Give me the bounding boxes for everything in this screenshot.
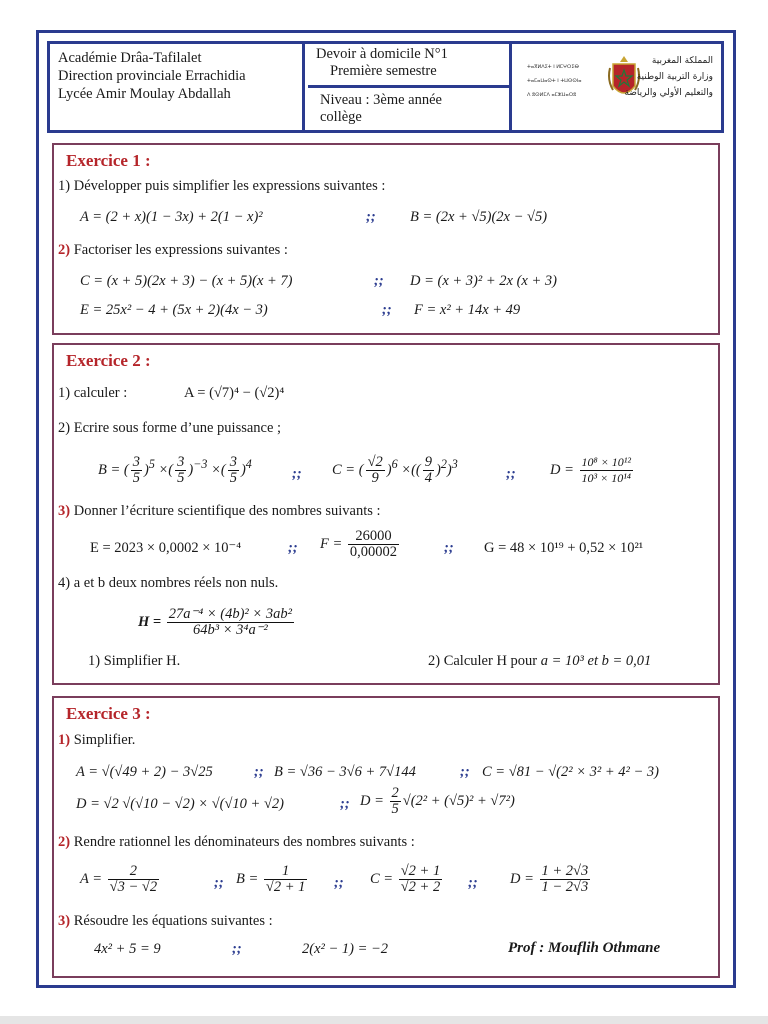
ex3-equation-2: 2(x² − 1) = −2	[302, 941, 389, 957]
separator: ;;	[374, 273, 384, 289]
ex2-question-3	[58, 503, 381, 520]
ex3-q1-number: 1)	[58, 732, 71, 748]
separator: ;;	[506, 466, 516, 482]
ex2-B-frac-3: $\frac{3}{5}$	[229, 454, 237, 486]
ex1-expr-D: D = (x + 3)² + 2x (x + 3)	[410, 273, 557, 289]
ex2-C-frac-2: $\frac{9}{4}$	[424, 454, 432, 486]
ex3-rationalize-B	[236, 864, 309, 895]
ex3-RD-prefix: D =	[510, 870, 538, 887]
ex3-q2-number: 2)	[58, 834, 71, 850]
ex1-expr-B: B = (2x + √5)(2x − √5)	[410, 209, 548, 225]
ex2-sub2-text: 2) Calculer H pour	[428, 653, 538, 669]
ministry-logo-cell	[515, 44, 721, 130]
separator: ;;	[232, 941, 242, 957]
ex2-q3-text: Donner l’écriture scientifique des nombres suivants :	[73, 503, 381, 519]
ex3-RC-frac: $\frac{√2 + 1}{√2 + 2}$	[400, 863, 441, 895]
ex1-q1-number: 1)	[58, 178, 71, 194]
bottom-bar	[0, 1016, 768, 1024]
ex3-q3-text: Résoudre les équations suivantes :	[73, 913, 273, 929]
ex3-RD-frac: $\frac{1 + 2√3}{1 - 2√3}$	[541, 863, 589, 895]
separator: ;;	[254, 764, 264, 780]
header-institution	[50, 44, 305, 130]
ex2-B-prefix: B =	[98, 461, 124, 478]
ex3-RA-prefix: A =	[80, 870, 106, 887]
ex3-q2-text: Rendre rationnel les dénominateurs des nombres suivants :	[73, 834, 415, 850]
ex3-question-1	[58, 732, 135, 749]
header-table	[47, 41, 724, 133]
devoir-cell	[308, 44, 512, 88]
ex2-expr-D	[550, 455, 635, 486]
ex3-D2-rest: √(2² + (√5)² + √7²)	[402, 792, 515, 809]
logo-tifinagh-2: ⵜⴰⵎⴰⵡⴰⵙⵜ ⵏ ⵜⵡⵙⵙⵏⴰ	[527, 78, 582, 84]
niveau-line1: Niveau : 3ème année	[320, 92, 442, 108]
ex1-expr-A: A = (2 + x)(1 − 3x) + 2(1 − x)²	[80, 209, 263, 225]
ex3-RA-frac: $\frac{2}{√3 - √2}$	[109, 863, 158, 895]
ex2-H-frac: $\frac{\text{27a⁻⁴ × (4b)² × 3ab²}}{\text{64b³ × 3⁴a⁻²}}$	[168, 606, 292, 638]
exercise-3-box	[52, 696, 720, 978]
ex3-equation-1: 4x² + 5 = 9	[94, 941, 161, 957]
ex2-expr-C: C = ( $\frac{√2}{9}$ )$^6$ ×(( $\frac{9}{4}$ )$^2$)$^3$	[332, 454, 458, 486]
ex3-expr-D1: D = √2 √(√10 − √2) × √(√10 + √2)	[76, 796, 285, 812]
separator: ;;	[460, 764, 470, 780]
niveau-line2: collège	[320, 109, 362, 125]
ministry-logo	[523, 50, 713, 122]
ex3-expr-D2	[360, 786, 515, 817]
exercise-2-title: Exercice 2 :	[66, 351, 151, 370]
ex2-F-prefix: F =	[320, 535, 346, 552]
ex2-C-frac-1: $\frac{√2}{9}$	[367, 454, 383, 486]
ex3-RB-frac: $\frac{1}{√2 + 1}$	[265, 863, 306, 895]
ex2-expr-A: A = (√7)⁴ − (√2)⁴	[184, 385, 285, 401]
ex2-question-2	[58, 420, 281, 437]
ex2-B-exp-1: 5	[148, 457, 155, 471]
ex2-D-prefix: D =	[550, 461, 578, 478]
ex2-F-frac: $\frac{26000}{0,00002}$	[349, 528, 398, 560]
ex1-q1-text: Développer puis simplifier les expressions suivantes :	[73, 178, 386, 194]
ex3-question-2	[58, 834, 415, 851]
ex3-expr-C: C = √81 − √(2² × 3² + 4² − 3)	[482, 764, 659, 780]
niveau-cell	[308, 90, 512, 126]
ex1-expr-C: C = (x + 5)(2x + 3) − (x + 5)(x + 7)	[80, 273, 293, 289]
exercise-2-box	[52, 343, 720, 685]
logo-tifinagh-1: ⵜⴰⴳⵍⴷⵉⵜ ⵏ ⵍⵎⵖⵔⵉⴱ	[527, 64, 579, 70]
ex2-question-4	[58, 575, 278, 592]
ex2-expr-H	[138, 607, 296, 638]
ex1-q2-text: Factoriser les expressions suivantes :	[73, 242, 288, 258]
ex2-q1-text: calculer :	[73, 385, 128, 401]
ex2-question-1	[58, 385, 127, 402]
ex3-expr-B: B = √36 − 3√6 + 7√144	[274, 764, 416, 780]
ex2-B-frac-1: $\frac{3}{5}$	[132, 454, 140, 486]
lycee-line: Lycée Amir Moulay Abdallah	[58, 86, 231, 102]
ex2-q3-number: 3)	[58, 503, 71, 519]
ex2-B-frac-2: $\frac{3}{5}$	[177, 454, 185, 486]
ex2-sub2-expr: a = 10³ et b = 0,01	[540, 653, 652, 669]
ex3-question-3	[58, 913, 273, 930]
ex3-RB-prefix: B =	[236, 870, 262, 887]
ex2-C-exp-outer: 3	[451, 457, 458, 471]
devoir-title: Devoir à domicile N°1	[316, 46, 448, 62]
exercise-1-title: Exercice 1 :	[66, 151, 151, 170]
ex2-expr-B: B = ( $\frac{3}{5}$ )$^5$ ×( $\frac{3}{5}$ )$^{-3}$ ×( $\frac{3}{5}$ )$^4$	[98, 454, 252, 486]
ex1-expr-E: E = 25x² − 4 + (5x + 2)(4x − 3)	[80, 302, 268, 318]
ex3-D2-prefix: D =	[360, 792, 388, 809]
ex3-rationalize-D	[510, 864, 592, 895]
ex3-D2-frac: $\frac{2}{5}$	[391, 785, 399, 817]
ex2-q4-number: 4)	[58, 575, 71, 591]
header-devoir	[308, 44, 512, 130]
ex1-question-2	[58, 242, 288, 259]
ex2-q2-number: 2)	[58, 420, 71, 436]
ex1-q2-number: 2)	[58, 242, 71, 258]
ex3-expr-A: A = √(√49 + 2) − 3√25	[76, 764, 213, 780]
teacher-signature: Prof : Mouflih Othmane	[508, 940, 661, 956]
separator: ;;	[288, 540, 298, 556]
separator: ;;	[366, 209, 376, 225]
ex2-expr-F	[320, 529, 401, 560]
ex2-sub-question-2	[428, 653, 651, 670]
ex3-rationalize-A	[80, 864, 161, 895]
ex2-q1-number: 1)	[58, 385, 71, 401]
ex2-C-exp-1: 6	[391, 457, 398, 471]
semestre-label: Première semestre	[330, 63, 437, 79]
ex3-rationalize-C	[370, 864, 444, 895]
ex2-expr-E: E = 2023 × 0,0002 × 10⁻⁴	[90, 540, 242, 556]
ex2-C-exp-2: 2	[440, 457, 447, 471]
ex2-expr-G: G = 48 × 10¹⁹ + 0,52 × 10²¹	[484, 540, 644, 556]
separator: ;;	[340, 796, 350, 812]
ex3-q1-text: Simplifier.	[73, 732, 136, 748]
ex2-sub-question-1: 1) Simplifier H.	[88, 653, 181, 669]
separator: ;;	[292, 466, 302, 482]
ex2-B-exp-3: 4	[245, 457, 252, 471]
ex2-C-prefix: C =	[332, 461, 359, 478]
ex3-RC-prefix: C =	[370, 870, 397, 887]
ex1-question-1	[58, 178, 385, 195]
separator: ;;	[382, 302, 392, 318]
separator: ;;	[214, 875, 224, 891]
ex2-D-frac: $\frac{\text{10⁸ × 10¹²}}{\text{10³ × 10¹⁴}}$	[581, 455, 631, 485]
ex2-B-exp-2: −3	[193, 457, 208, 471]
logo-arabic-1: المملكة المغربية	[651, 56, 713, 66]
logo-tifinagh-3: ⴷ ⵓⵙⵍⵎⴷ ⴰⵎⵣⵡⴰⵔⵓ	[527, 92, 577, 98]
direction-line: Direction provinciale Errachidia	[58, 68, 246, 84]
exercise-1-box	[52, 143, 720, 335]
academie-line: Académie Drâa-Tafilalet	[58, 50, 202, 66]
logo-arabic-3: والتعليم الأولي والرياضة	[624, 88, 713, 98]
ex3-q3-number: 3)	[58, 913, 71, 929]
logo-arabic-2: وزارة التربية الوطنية	[636, 72, 713, 82]
ex2-q2-text: Ecrire sous forme d’une puissance ;	[73, 420, 282, 436]
exercise-3-title: Exercice 3 :	[66, 704, 151, 723]
ex1-expr-F: F = x² + 14x + 49	[414, 302, 521, 318]
separator: ;;	[444, 540, 454, 556]
ex2-q4-text: a et b deux nombres réels non nuls.	[73, 575, 279, 591]
separator: ;;	[334, 875, 344, 891]
separator: ;;	[468, 875, 478, 891]
ex2-H-prefix: H =	[138, 613, 165, 630]
